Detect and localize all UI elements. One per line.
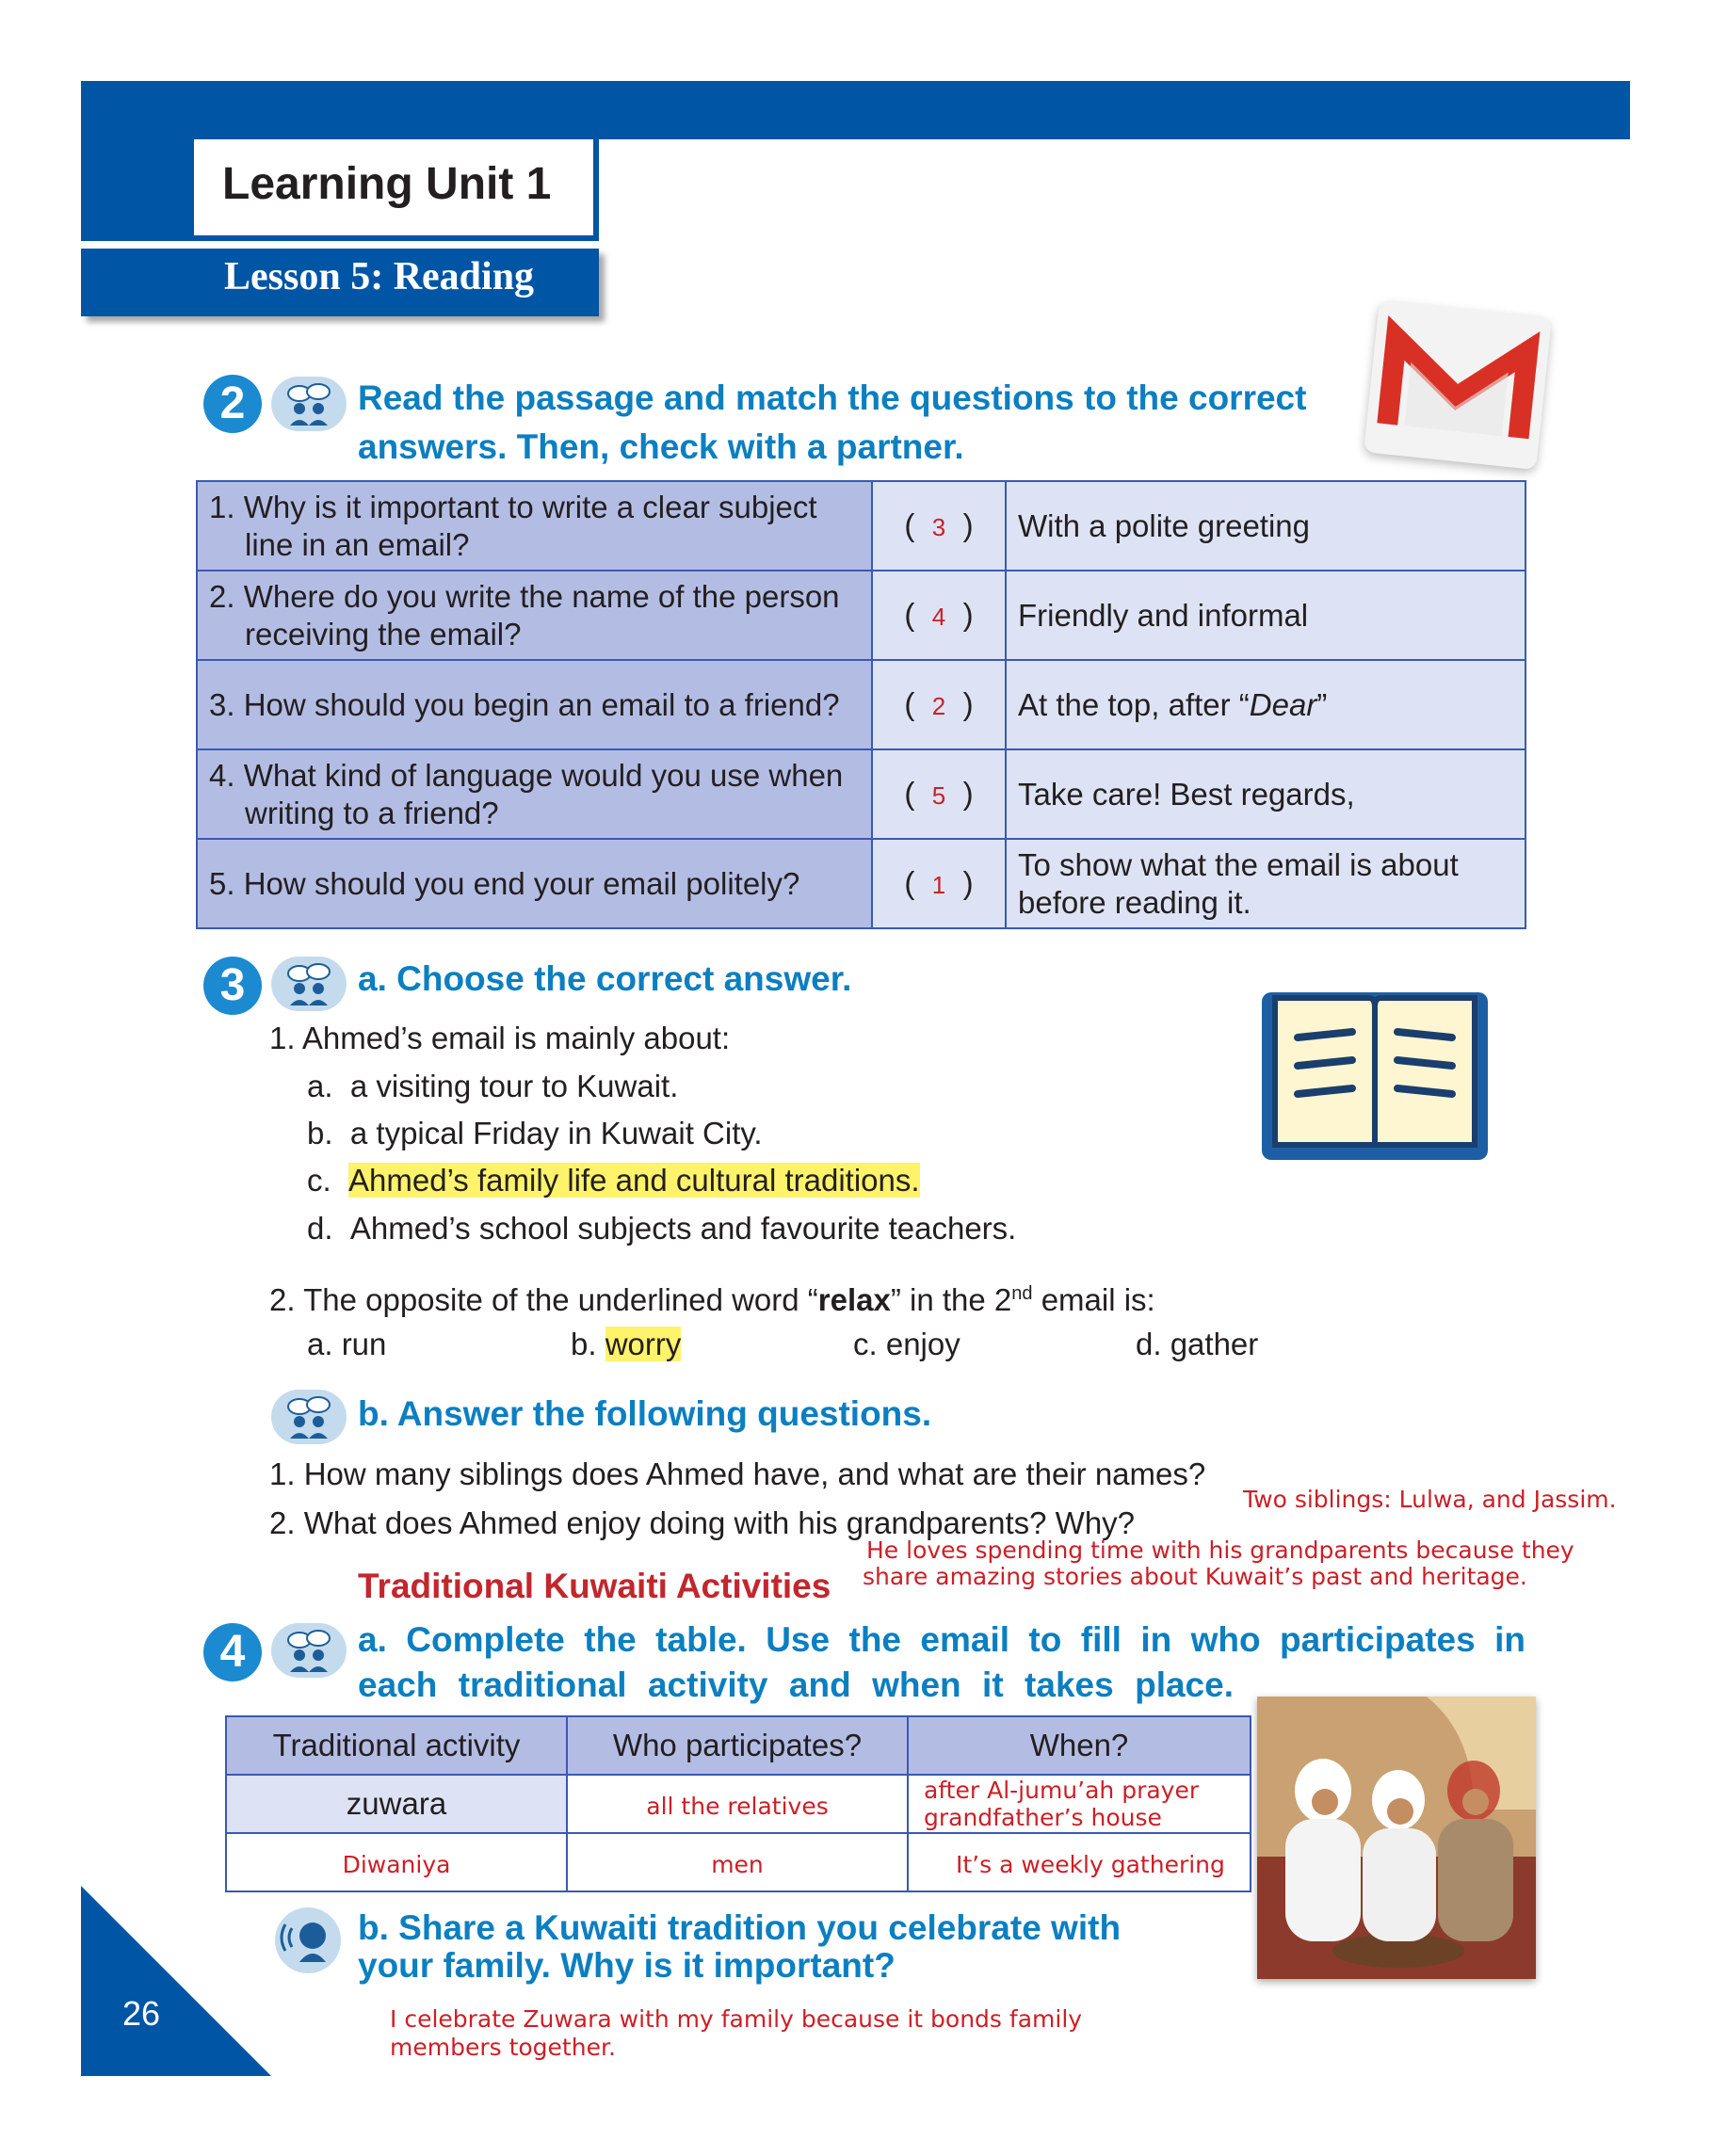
question-cell: 5. How should you end your email politely? <box>197 839 872 928</box>
table-row <box>197 571 1525 660</box>
question-cell: 4. What kind of language would you use when writing to a friend? <box>197 749 872 839</box>
question-cell: 2. Where do you write the name of the person receiving the email? <box>197 571 872 660</box>
section-4a-instruction-line1: a. Complete the table. Use the email to fill in who participates in <box>358 1620 1525 1659</box>
answer-cell: At the top, after “Dear” <box>1006 660 1525 749</box>
book-icon <box>1258 979 1492 1167</box>
table-row <box>226 1775 1251 1833</box>
q1-option-d: d. Ahmed’s school subjects and favourite teachers. <box>307 1211 1017 1246</box>
bq2-answer-line1: He loves spending time with his grandparents because they <box>866 1537 1574 1564</box>
when-cell: after Al-jumu’ah prayer grandfather’s house <box>908 1775 1251 1833</box>
footer-triangle <box>81 1886 271 2076</box>
diwaniya-photo <box>1257 1697 1536 1979</box>
bq1-answer: Two siblings: Lulwa, and Jassim. <box>1243 1486 1617 1513</box>
section-4b-instruction-line2: your family. Why is it important? <box>358 1946 896 1985</box>
header-when: When? <box>908 1716 1251 1775</box>
table-row <box>197 481 1525 571</box>
pair-work-icon <box>271 957 347 1011</box>
answer-number-cell: ( 2 ) <box>872 660 1006 749</box>
activities-table <box>225 1715 1251 1892</box>
activity-cell: Diwaniya <box>226 1833 567 1891</box>
answer-cell: With a polite greeting <box>1006 481 1525 571</box>
q1-option-c: c. Ahmed’s family life and cultural traditions. <box>307 1163 920 1198</box>
answer-number-cell: ( 4 ) <box>872 571 1006 660</box>
bq1: 1. How many siblings does Ahmed have, and what are their names? <box>269 1456 1206 1491</box>
who-cell: men <box>567 1833 908 1891</box>
header-activity: Traditional activity <box>226 1716 567 1775</box>
table-row <box>197 749 1525 839</box>
pair-work-icon <box>271 377 347 431</box>
q1-stem: 1. Ahmed’s email is mainly about: <box>269 1021 731 1055</box>
answer-cell: Friendly and informal <box>1006 571 1525 660</box>
section-3-number: 3 <box>203 957 262 1015</box>
q2-option-d: d. gather <box>1136 1327 1259 1361</box>
who-cell: all the relatives <box>567 1775 908 1833</box>
matching-table <box>196 480 1526 929</box>
header-top-bar <box>81 81 1630 139</box>
activity-cell: zuwara <box>226 1775 567 1833</box>
q2-option-c: c. enjoy <box>853 1327 960 1361</box>
section-4b-answer-line1: I celebrate Zuwara with my family because it bonds family <box>390 2005 1083 2033</box>
q2-stem: 2. The opposite of the underlined word “relax” in the 2nd email is: <box>269 1282 1155 1317</box>
answer-number-cell: ( 1 ) <box>872 839 1006 928</box>
question-cell: 3. How should you begin an email to a friend? <box>197 660 872 749</box>
section-3b-instruction: b. Answer the following questions. <box>358 1394 932 1433</box>
unit-title: Learning Unit 1 <box>222 159 552 209</box>
section-2-number: 2 <box>203 375 262 433</box>
answer-cell: Take care! Best regards, <box>1006 749 1525 839</box>
pair-work-icon <box>271 1390 347 1444</box>
q1-option-a: a. a visiting tour to Kuwait. <box>307 1069 679 1103</box>
lesson-title: Lesson 5: Reading <box>224 255 535 298</box>
header-left-block <box>81 139 194 241</box>
when-cell: It’s a weekly gathering <box>908 1833 1251 1891</box>
table-row <box>226 1833 1251 1891</box>
q2-option-a: a. run <box>307 1327 387 1361</box>
section-4b-answer-line2: members together. <box>390 2034 616 2061</box>
section-4-number: 4 <box>203 1623 262 1681</box>
section-4-subtitle: Traditional Kuwaiti Activities <box>358 1567 831 1605</box>
answer-cell: To show what the email is about before reading it. <box>1006 839 1525 928</box>
table-header-row <box>226 1716 1251 1775</box>
answer-number-cell: ( 5 ) <box>872 749 1006 839</box>
bq2: 2. What does Ahmed enjoy doing with his grandparents? Why? <box>269 1505 1136 1540</box>
question-cell: 1. Why is it important to write a clear subject line in an email? <box>197 481 872 571</box>
gmail-logo-icon <box>1364 300 1552 470</box>
section-4b-instruction-line1: b. Share a Kuwaiti tradition you celebrate with <box>358 1908 1122 1947</box>
q1-option-b: b. a typical Friday in Kuwait City. <box>307 1116 763 1150</box>
page-number: 26 <box>122 1994 161 2033</box>
q2-option-b: b. worry <box>571 1327 682 1361</box>
table-row <box>197 839 1525 928</box>
highlighted-answer: Ahmed’s family life and cultural traditions. <box>348 1163 920 1198</box>
header-who: Who participates? <box>567 1716 908 1775</box>
section-3a-instruction: a. Choose the correct answer. <box>358 959 852 998</box>
table-row <box>197 660 1525 749</box>
section-2-instruction-line1: Read the passage and match the questions to the correct <box>358 378 1307 417</box>
bq2-answer-line2: share amazing stories about Kuwait’s past and heritage. <box>863 1563 1527 1590</box>
highlighted-answer: worry <box>605 1327 682 1361</box>
section-2-instruction-line2: answers. Then, check with a partner. <box>358 427 964 466</box>
speaking-icon <box>275 1907 341 1973</box>
section-4a-instruction-line2: each traditional activity and when it takes place. <box>358 1665 1234 1704</box>
answer-number-cell: ( 3 ) <box>872 481 1006 571</box>
pair-work-icon <box>271 1623 347 1678</box>
